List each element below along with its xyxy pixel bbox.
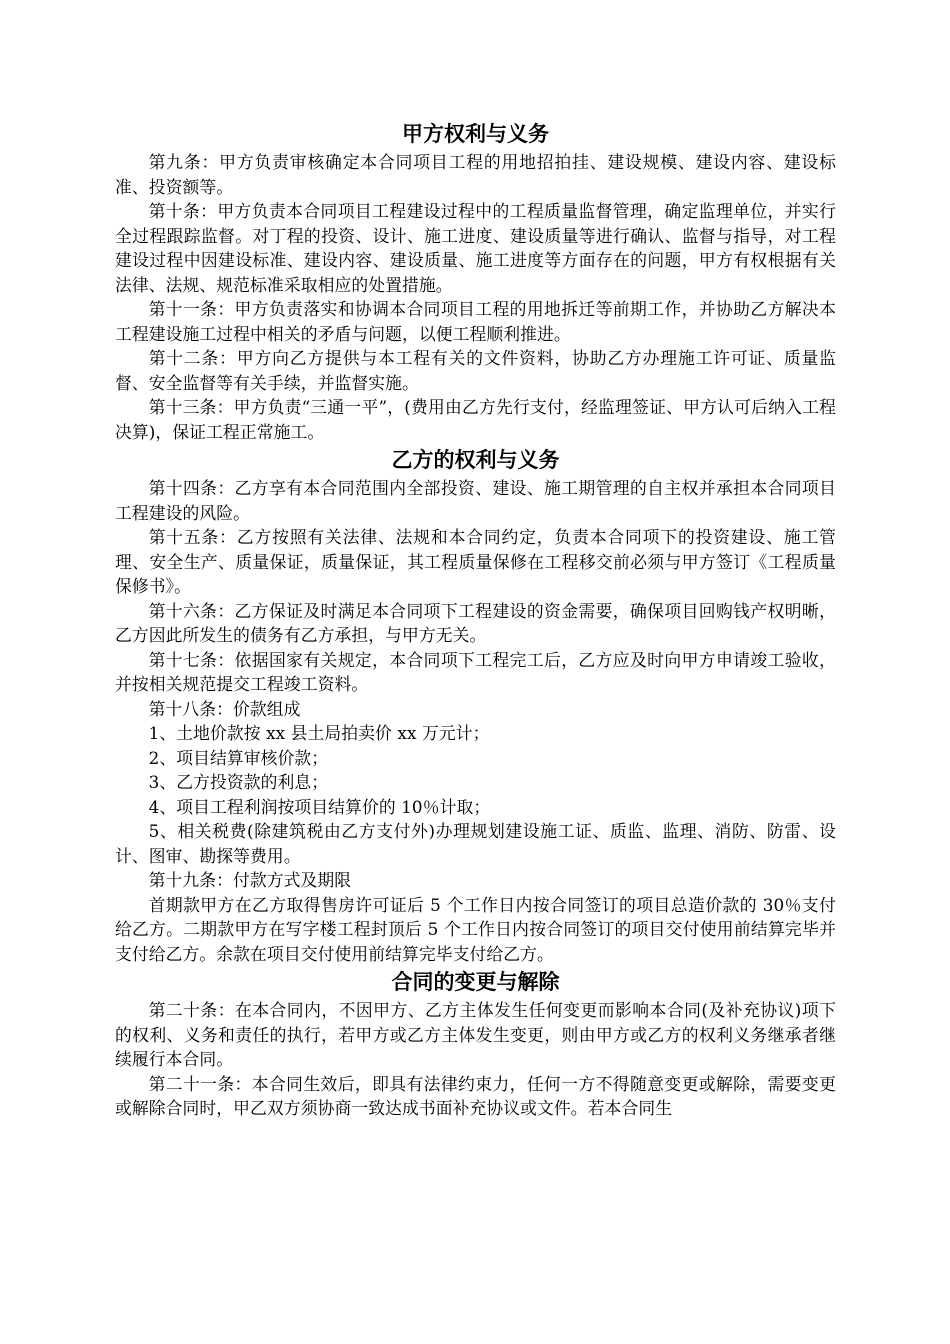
price-item-5: 5、相关税费(除建筑税由乙方支付外)办理规划建设施工证、质监、监理、消防、防雷、设计、图审、勘探等费用。 xyxy=(115,821,836,866)
article-10: 第十条：甲方负责本合同项目工程建设过程中的工程质量监督管理，确定监理单位，并实行全过程跟踪监督。对丁程的投资、设计、施工进度、建设质量等进行确认、监督与指导，对工程建设过程中因建设标准、建设内容、建设质量、施工进度等方面存在的问题，甲方有权根据有关法律、法规、规范标准采取相应的处置措施。 xyxy=(115,201,836,295)
article-9: 第九条：甲方负责审核确定本合同项目工程的用地招拍挂、建设规模、建设内容、建设标准、投资额等。 xyxy=(115,152,836,197)
price-item-2: 2、项目结算审核价款； xyxy=(148,747,329,768)
price-item-3: 3、乙方投资款的利息； xyxy=(148,772,329,792)
price-item-4: 4、项目工程利润按项目结算价的 10％计取； xyxy=(148,796,491,817)
article-17: 第十七条：依据国家有关规定，本合同项下工程完工后，乙方应及时向甲方申请竣工验收，并按相关规范提交工程竣工资料。 xyxy=(115,649,836,694)
article-16: 第十六条：乙方保证及时满足本合同项下工程建设的资金需要，确保项目回购钱产权明晰，乙方因此所发生的债务有乙方承担，与甲方无关。 xyxy=(115,600,836,645)
article-21: 第二十一条：本合同生效后，即具有法律约束力，任何一方不得随意变更或解除，需要变更或解除合同时，甲乙双方须协商一致达成书面补充协议或文件。若本合同生 xyxy=(115,1073,836,1118)
article-13: 第十三条：甲方负责“三通一平”，(费用由乙方先行支付，经监理签证、甲方认可后纳入工程决算)，保证工程正常施工。 xyxy=(115,397,836,442)
article-11: 第十一条：甲方负责落实和协调本合同项目工程的用地拆迁等前期工作，并协助乙方解决本工程建设施工过程中相关的矛盾与问题，以便工程顺利推进。 xyxy=(115,299,836,344)
article-19: 第十九条：付款方式及期限 xyxy=(148,870,352,890)
article-14: 第十四条：乙方享有本合同范围内全部投资、建设、施工期管理的自主权并承担本合同项目工程建设的风险。 xyxy=(115,478,836,523)
section-title-party-b: 乙方的权利与义务 xyxy=(391,448,560,472)
article-18: 第十八条：价款组成 xyxy=(148,698,301,719)
section-title-change-termination: 合同的变更与解除 xyxy=(391,970,560,994)
section-title-party-a: 甲方权利与义务 xyxy=(402,122,549,146)
article-20: 第二十条：在本合同内，不因甲方、乙方主体发生任何变更而影响本合同(及补充协议)项下的权利、义务和责任的执行，若甲方或乙方主体发生变更，则由甲方或乙方的权利义务继承者继续履行本合同。 xyxy=(115,1000,836,1069)
article-15: 第十五条：乙方按照有关法律、法规和本合同约定，负责本合同项下的投资建设、施工管理、安全生产、质量保证，质量保证，其工程质量保修在工程移交前必须与甲方签订《工程质量保修书》。 xyxy=(115,527,836,596)
payment-terms: 首期款甲方在乙方取得售房许可证后 5 个工作日内按合同签订的项目总造价款的 30％支付给乙方。二期款甲方在写字楼工程封顶后 5 个工作日内按合同签订的项目交付使用前结算完毕并支付给乙方。余款在项目交付使用前结算完毕支付给乙方。 xyxy=(115,894,836,964)
document-page xyxy=(115,118,836,1121)
price-item-1: 1、土地价款按 xx 县土局拍卖价 xx 万元计； xyxy=(148,723,490,743)
article-12: 第十二条：甲方向乙方提供与本工程有关的文件资料，协助乙方办理施工许可证、质量监督、安全监督等有关手续，并监督实施。 xyxy=(115,348,836,393)
